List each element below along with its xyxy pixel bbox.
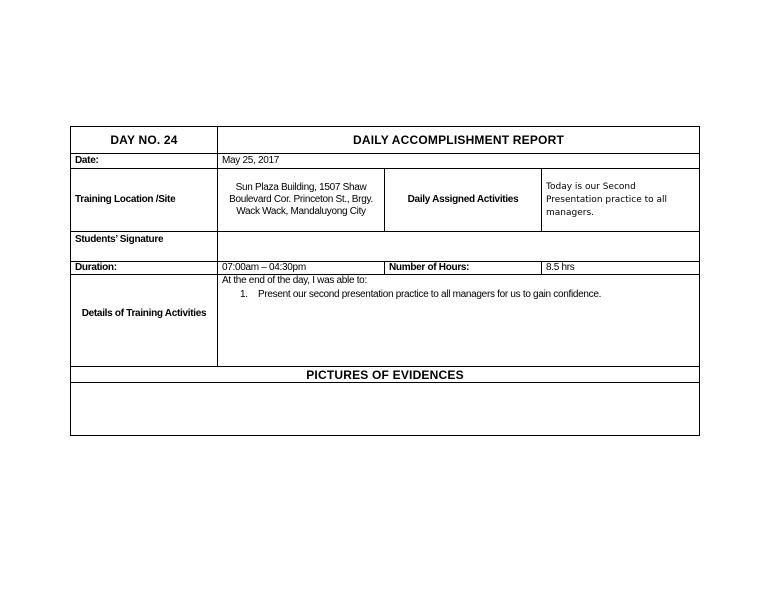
details-row [71,275,700,367]
signature-field [218,232,700,262]
duration-value: 07:00am – 04:30pm [218,262,385,275]
location-row [71,169,700,232]
assigned-activities-label: Daily Assigned Activities [385,169,542,232]
pictures-heading: PICTURES OF EVIDENCES [71,367,700,383]
details-intro: At the end of the day, I was able to: [222,275,367,286]
hours-value: 8.5 hrs [542,262,700,275]
pictures-header-row [71,367,700,383]
date-value: May 25, 2017 [218,154,700,169]
report-table [70,126,700,436]
title-row [71,127,700,154]
signature-row [71,232,700,262]
list-item-text: Present our second presentation practice to all managers for us to gain confidence. [258,289,602,300]
duration-label: Duration: [71,262,218,275]
duration-row [71,262,700,275]
day-number: DAY NO. 24 [71,127,218,154]
date-label: Date: [71,154,218,169]
list-item [222,289,695,301]
report-title: DAILY ACCOMPLISHMENT REPORT [218,127,700,154]
location-value: Sun Plaza Building, 1507 Shaw Boulevard Cor. Princeton St., Brgy. Wack Wack, Mandaluyong City [218,169,385,232]
details-content [218,275,700,367]
date-row [71,154,700,169]
pictures-row [71,383,700,436]
hours-label: Number of Hours: [385,262,542,275]
pictures-box [71,383,700,436]
list-item-number: 1. [240,289,248,300]
signature-label: Students’ Signature [71,232,218,262]
location-label: Training Location /Site [71,169,218,232]
details-label: Details of Training Activities [71,275,218,367]
daily-accomplishment-report [70,126,699,436]
assigned-activities-value: Today is our Second Presentation practice to all managers. [542,169,700,232]
